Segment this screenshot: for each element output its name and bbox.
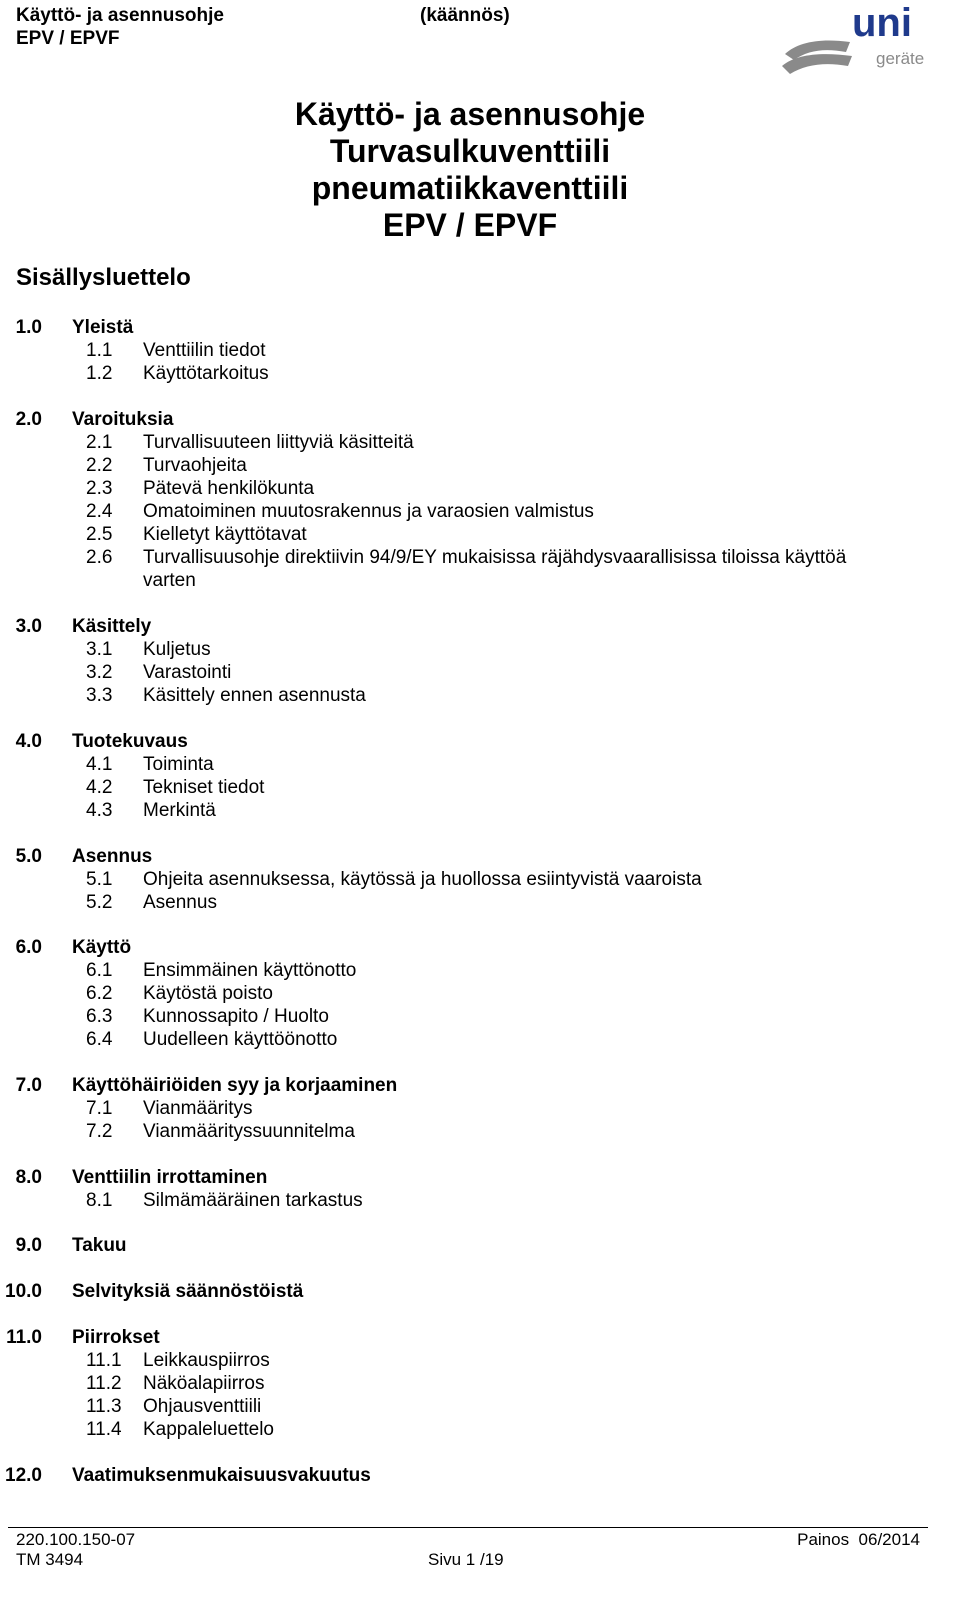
toc-subsection-number: 1.2 bbox=[86, 363, 113, 384]
toc-section bbox=[0, 408, 940, 592]
toc-section-number: 12.0 bbox=[5, 1465, 42, 1486]
toc-subsection-title: Vianmääritys bbox=[143, 1098, 253, 1119]
toc-subsection-number: 3.1 bbox=[86, 639, 113, 660]
toc-subsection-number: 11.3 bbox=[86, 1396, 122, 1417]
toc-section-heading bbox=[0, 936, 940, 959]
toc-section-title: Selvityksiä säännöstöistä bbox=[72, 1281, 304, 1302]
toc-subsection-title: Omatoiminen muutosrakennus ja varaosien valmistus bbox=[143, 501, 594, 522]
toc-subsection bbox=[0, 454, 940, 477]
toc-subsection bbox=[0, 1418, 940, 1441]
toc-subsection-title: Ohjeita asennuksessa, käytössä ja huollossa esiintyvistä vaaroista bbox=[143, 869, 702, 890]
header-model: EPV / EPVF bbox=[16, 28, 120, 49]
toc-subsection-title: Käyttötarkoitus bbox=[143, 363, 269, 384]
toc-subsection-number: 5.2 bbox=[86, 892, 113, 913]
toc-subsection-number: 2.4 bbox=[86, 501, 113, 522]
toc-section-heading bbox=[0, 1074, 940, 1097]
toc-section-number: 3.0 bbox=[15, 616, 42, 637]
toc-subsection bbox=[0, 661, 940, 684]
toc-subsection-number: 2.6 bbox=[86, 547, 113, 568]
toc-subsection-title: Vianmäärityssuunnitelma bbox=[143, 1121, 355, 1142]
toc-section-title: Varoituksia bbox=[72, 409, 174, 430]
toc-section-number: 8.0 bbox=[15, 1167, 42, 1188]
toc-section-number: 1.0 bbox=[15, 317, 42, 338]
toc-subsection bbox=[0, 776, 940, 799]
toc-subsection-title: Pätevä henkilökunta bbox=[143, 478, 315, 499]
toc-subsection-title: Käsittely ennen asennusta bbox=[143, 685, 366, 706]
uni-geraete-logo bbox=[780, 2, 930, 80]
toc-subsection-title: Asennus bbox=[143, 892, 217, 913]
toc-section-number: 10.0 bbox=[5, 1281, 42, 1302]
toc-subsection-number: 11.1 bbox=[86, 1350, 122, 1371]
toc-section bbox=[0, 1234, 940, 1257]
toc-subsection-number: 7.1 bbox=[86, 1098, 113, 1119]
toc-subsection-number: 4.1 bbox=[86, 754, 113, 775]
toc-section-heading bbox=[0, 1326, 940, 1349]
toc-section bbox=[0, 615, 940, 707]
toc-section bbox=[0, 1326, 940, 1441]
toc-section-title: Takuu bbox=[72, 1235, 127, 1256]
toc-section-heading bbox=[0, 1234, 940, 1257]
toc-subsection-number: 6.4 bbox=[86, 1029, 113, 1050]
toc-section-heading bbox=[0, 408, 940, 431]
toc-subsection bbox=[0, 1395, 940, 1418]
toc-subsection-title: Turvallisuuteen liittyviä käsitteitä bbox=[143, 432, 414, 453]
toc-section-number: 11.0 bbox=[6, 1327, 42, 1348]
toc-subsection bbox=[0, 638, 940, 661]
toc-section-heading bbox=[0, 1464, 940, 1487]
toc-section-title: Asennus bbox=[72, 846, 153, 867]
title-line-2: Turvasulkuventtiili bbox=[329, 133, 611, 169]
toc-section-heading bbox=[0, 845, 940, 868]
toc-section-title: Käsittely bbox=[72, 616, 152, 637]
toc-section bbox=[0, 1074, 940, 1143]
toc-subsection-title: Kappaleluettelo bbox=[143, 1419, 274, 1440]
toc-subsection-number: 2.3 bbox=[86, 478, 113, 499]
toc-subsection bbox=[0, 1005, 940, 1028]
toc-subsection-number: 1.1 bbox=[86, 340, 113, 361]
toc-section-title: Vaatimuksenmukaisuusvakuutus bbox=[72, 1465, 371, 1486]
title-line-3: pneumatiikkaventtiili bbox=[311, 170, 629, 206]
toc-subsection-number: 5.1 bbox=[86, 869, 113, 890]
toc-section-heading bbox=[0, 1166, 940, 1189]
toc-section-number: 2.0 bbox=[15, 409, 42, 430]
toc-subsection-number: 2.5 bbox=[86, 524, 113, 545]
toc-section-number: 6.0 bbox=[15, 937, 42, 958]
toc-section-number: 7.0 bbox=[15, 1075, 42, 1096]
toc-subsection-number: 11.2 bbox=[86, 1373, 122, 1394]
toc-subsection bbox=[0, 1028, 940, 1051]
toc-subsection-title: Kunnossapito / Huolto bbox=[143, 1006, 329, 1027]
document-title bbox=[260, 96, 680, 244]
toc-subsection bbox=[0, 339, 940, 362]
toc-subsection-number: 6.2 bbox=[86, 983, 113, 1004]
header-translation-note: (käännös) bbox=[420, 5, 510, 26]
toc-subsection bbox=[0, 1349, 940, 1372]
toc-subsection bbox=[0, 546, 940, 592]
toc-section bbox=[0, 730, 940, 822]
toc-subsection-number: 6.1 bbox=[86, 960, 113, 981]
header-doc-title: Käyttö- ja asennusohje bbox=[16, 5, 224, 26]
toc-subsection bbox=[0, 868, 940, 891]
toc-subsection bbox=[0, 1120, 940, 1143]
toc-section-heading bbox=[0, 615, 940, 638]
toc-subsection-title: Näköalapiirros bbox=[143, 1373, 265, 1394]
footer-doc-number: 220.100.150-07 bbox=[16, 1530, 136, 1549]
toc-subsection-title: Venttiilin tiedot bbox=[143, 340, 266, 361]
toc-subsection bbox=[0, 1097, 940, 1120]
toc-subsection-title: Kielletyt käyttötavat bbox=[143, 524, 307, 545]
toc-subsection bbox=[0, 959, 940, 982]
toc-section-title: Käyttö bbox=[72, 937, 132, 958]
toc-subsection-title: Silmämääräinen tarkastus bbox=[143, 1190, 363, 1211]
toc-subsection-title: Kuljetus bbox=[143, 639, 211, 660]
toc-section-number: 5.0 bbox=[15, 846, 42, 867]
toc-section-title: Yleistä bbox=[72, 317, 134, 338]
toc-subsection bbox=[0, 753, 940, 776]
toc-section-number: 9.0 bbox=[15, 1235, 42, 1256]
toc-subsection-title: Merkintä bbox=[143, 800, 216, 821]
toc-section-title: Käyttöhäiriöiden syy ja korjaaminen bbox=[72, 1075, 398, 1096]
toc-section-title: Piirrokset bbox=[72, 1327, 160, 1348]
toc-subsection bbox=[0, 891, 940, 914]
toc-subsection bbox=[0, 684, 940, 707]
toc-subsection bbox=[0, 1372, 940, 1395]
toc-subsection bbox=[0, 477, 940, 500]
toc-subsection-title: Toiminta bbox=[143, 754, 214, 775]
toc-subsection-title: Tekniset tiedot bbox=[143, 777, 265, 798]
toc-subsection bbox=[0, 799, 940, 822]
footer-tm: TM 3494 bbox=[16, 1550, 84, 1569]
toc-section-number: 4.0 bbox=[15, 731, 42, 752]
logo-text-main: uni bbox=[852, 2, 912, 45]
toc-subsection-number: 4.3 bbox=[86, 800, 113, 821]
title-line-1: Käyttö- ja asennusohje bbox=[294, 96, 646, 132]
toc-subsection-number: 3.3 bbox=[86, 685, 113, 706]
toc-subsection bbox=[0, 1189, 940, 1212]
toc-section-heading bbox=[0, 730, 940, 753]
toc-subsection-title: Uudelleen käyttöönotto bbox=[143, 1029, 338, 1050]
toc-section bbox=[0, 1166, 940, 1212]
toc-subsection-number: 2.2 bbox=[86, 455, 113, 476]
toc-subsection-title: Ohjausventtiili bbox=[143, 1396, 262, 1417]
toc-section-heading bbox=[0, 1280, 940, 1303]
toc-subsection bbox=[0, 500, 940, 523]
toc-subsection-title: Turvaohjeita bbox=[143, 455, 247, 476]
toc-subsection-title: Leikkauspiirros bbox=[143, 1350, 270, 1371]
toc-section-heading bbox=[0, 316, 940, 339]
toc-section bbox=[0, 1280, 940, 1303]
toc-section bbox=[0, 845, 940, 914]
header-left bbox=[16, 4, 224, 50]
footer-edition: Painos 06/2014 bbox=[797, 1530, 920, 1549]
toc-section bbox=[0, 936, 940, 1051]
toc-subsection bbox=[0, 982, 940, 1005]
toc-subsection-number: 6.3 bbox=[86, 1006, 113, 1027]
toc-subsection-number: 2.1 bbox=[86, 432, 113, 453]
toc-heading: Sisällysluettelo bbox=[16, 264, 191, 291]
footer-page-number: Sivu 1 /19 bbox=[428, 1550, 504, 1569]
toc-section-title: Tuotekuvaus bbox=[72, 731, 188, 752]
toc-section bbox=[0, 1464, 940, 1487]
toc-subsection-number: 3.2 bbox=[86, 662, 113, 683]
footer-divider bbox=[8, 1527, 928, 1528]
toc-subsection-title: Varastointi bbox=[143, 662, 232, 683]
logo-text-sub: geräte bbox=[876, 49, 925, 68]
toc-subsection-number: 7.2 bbox=[86, 1121, 113, 1142]
toc-subsection bbox=[0, 431, 940, 454]
toc-subsection bbox=[0, 362, 940, 385]
toc-subsection-number: 8.1 bbox=[86, 1190, 113, 1211]
toc-section-title: Venttiilin irrottaminen bbox=[72, 1167, 268, 1188]
toc-subsection-title: Käytöstä poisto bbox=[143, 983, 273, 1004]
toc-subsection-number: 4.2 bbox=[86, 777, 113, 798]
title-line-4: EPV / EPVF bbox=[382, 207, 558, 243]
toc-section bbox=[0, 316, 940, 385]
toc-subsection-title: Ensimmäinen käyttönotto bbox=[143, 960, 357, 981]
toc-subsection-title: Turvallisuusohje direktiivin 94/9/EY mukaisissa räjähdysvaarallisissa tiloissa käyttöä varten bbox=[143, 547, 847, 591]
toc-subsection-number: 11.4 bbox=[86, 1419, 122, 1440]
toc-subsection bbox=[0, 523, 940, 546]
